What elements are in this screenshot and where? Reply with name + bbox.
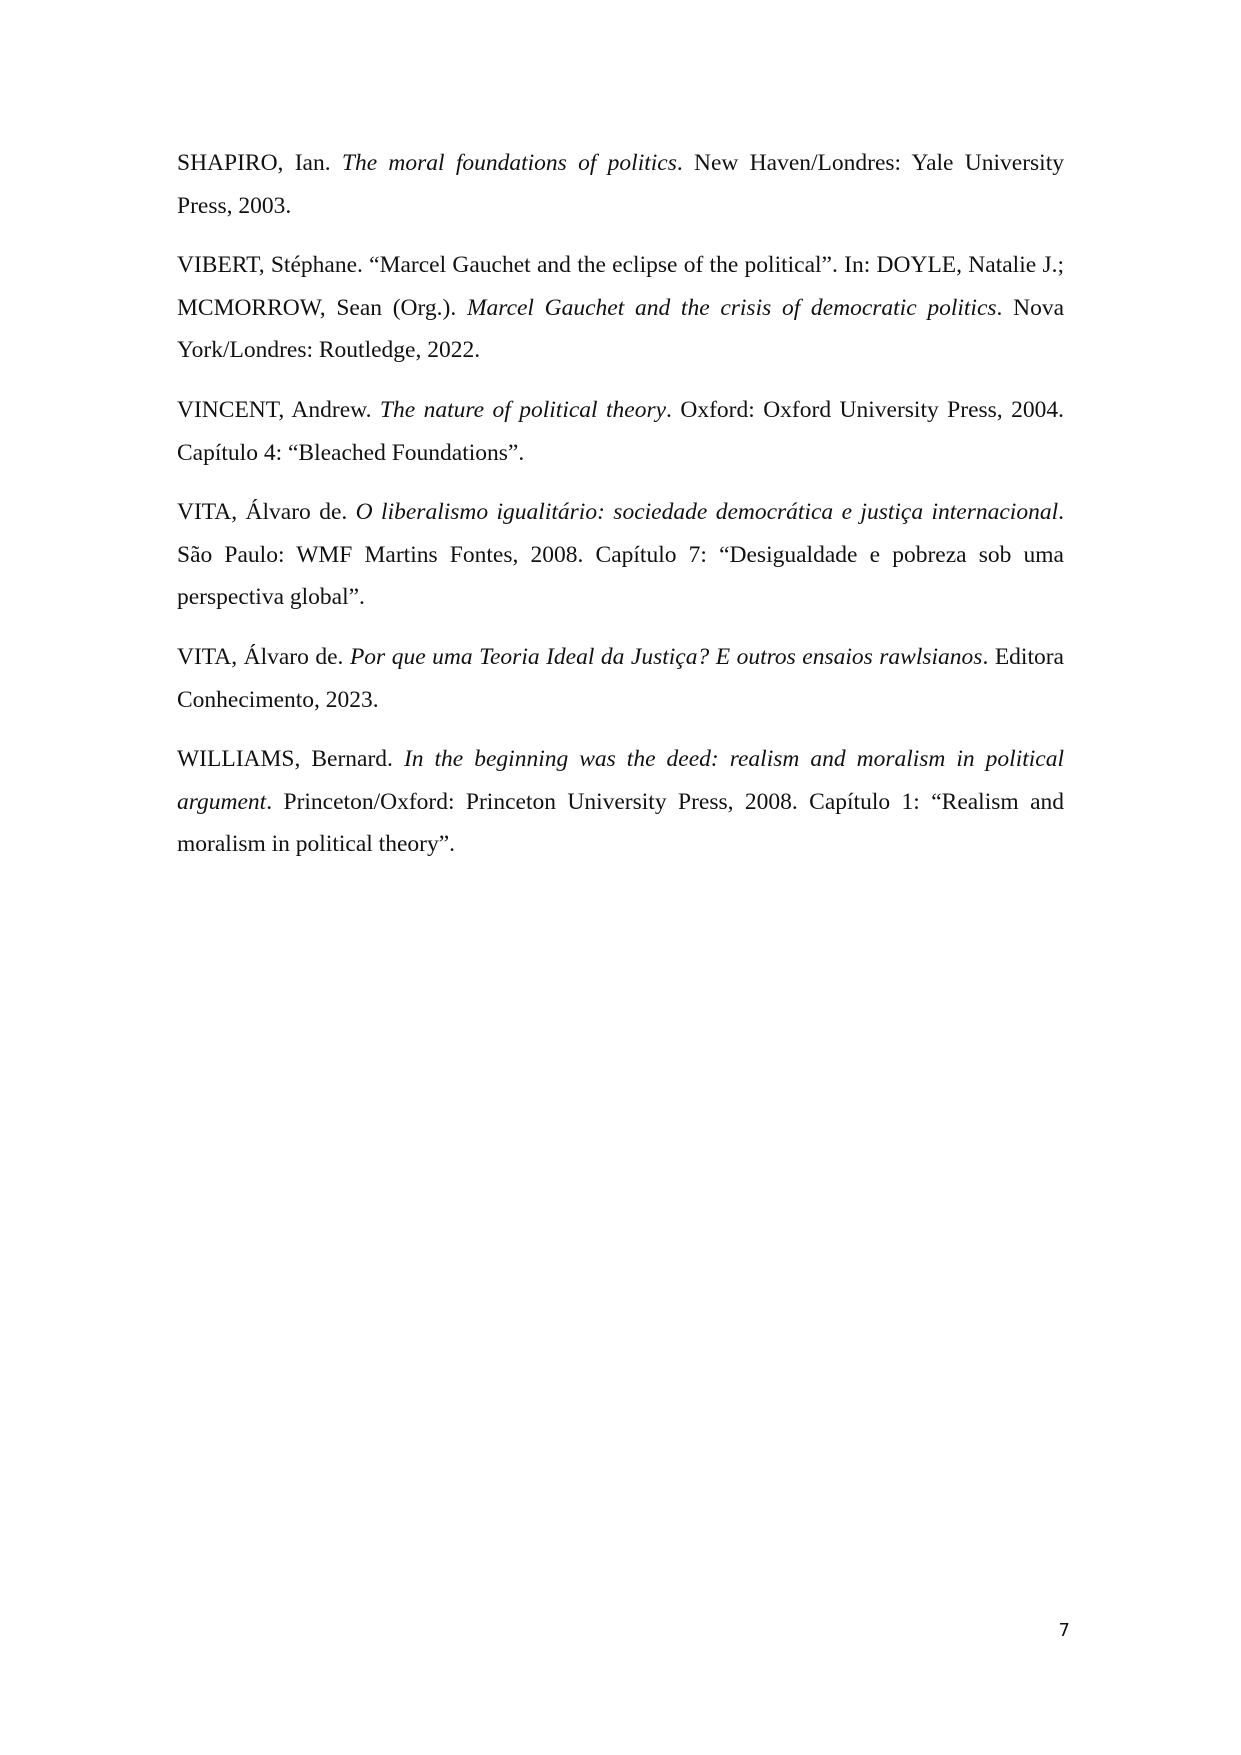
reference-author-text: VINCENT, Andrew. [177, 396, 380, 423]
reference-williams [177, 738, 1064, 866]
reference-publication-text: . Editora Conhecimento, 2023. [177, 643, 1064, 713]
reference-author-text: WILLIAMS, Bernard. [177, 746, 404, 773]
reference-title: In the beginning was the deed: realism and moralism in political argument [177, 746, 1065, 815]
reference-publication-text: . Oxford: Oxford University Press, 2004. Capítulo 4: “Bleached Foundations”. [177, 396, 1064, 466]
reference-publication-text: . Princeton/Oxford: Princeton University Press, 2008. Capítulo 1: “Realism and moralism in political theory”. [177, 788, 1064, 858]
reference-title: Por que uma Teoria Ideal da Justiça? E outros ensaios rawlsianos [349, 643, 983, 670]
reference-vita-2023 [177, 636, 1064, 721]
reference-title: The moral foundations of politics [341, 150, 677, 176]
reference-vincent [177, 389, 1064, 474]
reference-publication-text: . New Haven/Londres: Yale University Press, 2003. [177, 150, 1064, 219]
reference-title: O liberalismo igualitário: sociedade democrática e justiça internacional [355, 499, 1059, 526]
reference-author-text: VIBERT, Stéphane. “Marcel Gauchet and the eclipse of the political”. In: DOYLE, Natalie J.; MCMORROW, Sean (Org.). [177, 252, 1064, 321]
reference-author-text: SHAPIRO, Ian. [177, 150, 342, 176]
bibliography-list [177, 142, 1064, 883]
reference-vita-2008 [177, 491, 1064, 619]
reference-title: Marcel Gauchet and the crisis of democratic politics [466, 294, 997, 321]
reference-vibert [177, 244, 1064, 372]
reference-author-text: VITA, Álvaro de. [177, 643, 350, 670]
reference-author-text: VITA, Álvaro de. [177, 499, 356, 526]
reference-shapiro [177, 142, 1064, 227]
reference-publication-text: . São Paulo: WMF Martins Fontes, 2008. Capítulo 7: “Desigualdade e pobreza sob uma perspectiva global”. [177, 499, 1064, 611]
reference-title: The nature of political theory [379, 396, 667, 423]
page-number: 7 [1058, 1620, 1070, 1641]
reference-publication-text: . Nova York/Londres: Routledge, 2022. [177, 294, 1065, 364]
